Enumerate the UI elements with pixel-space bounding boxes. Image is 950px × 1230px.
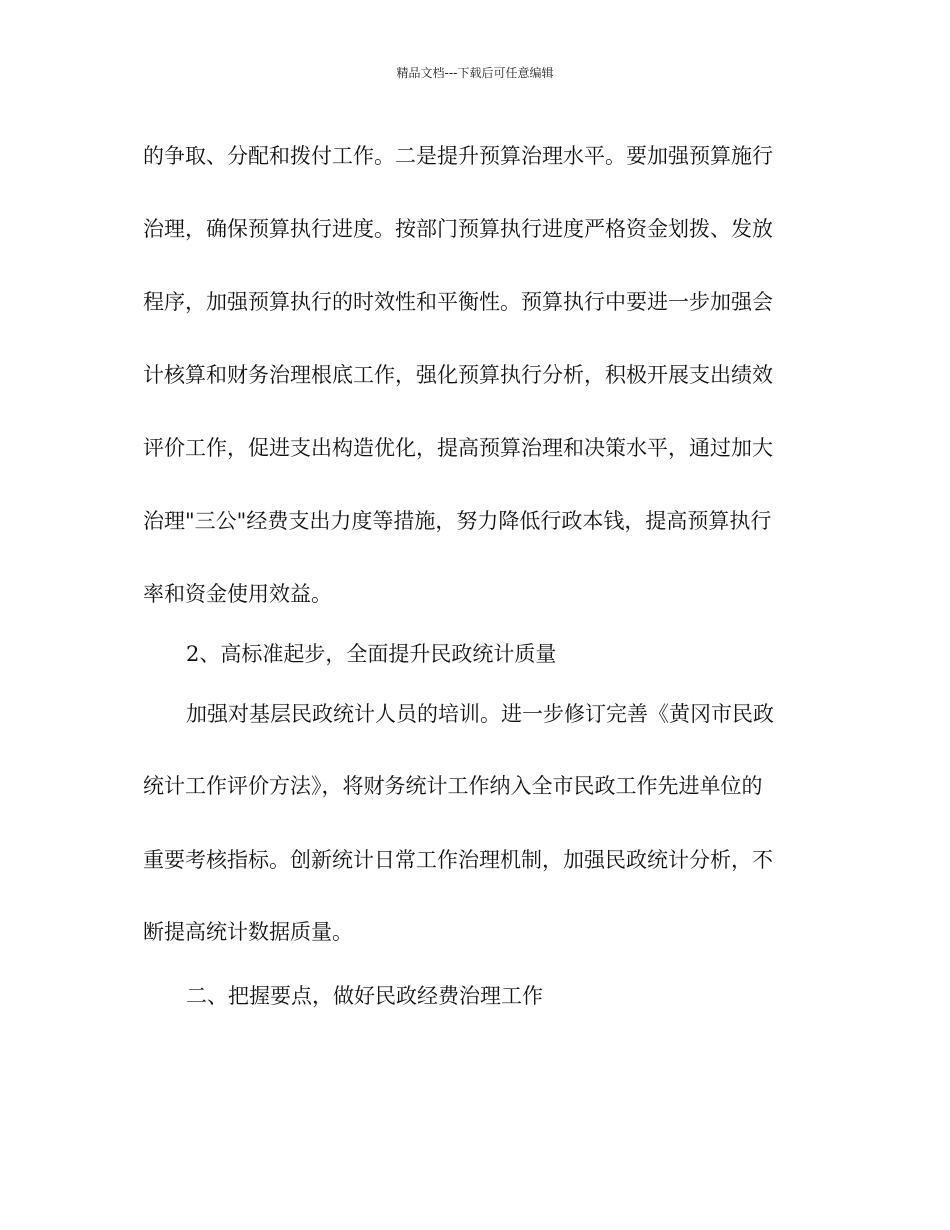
page-header: 精品文档---下载后可任意编辑 — [396, 66, 554, 80]
section-heading: 2、高标准起步，全面提升民政统计质量 — [186, 642, 557, 666]
chapter-heading: 二、把握要点，做好民政经费治理工作 — [186, 984, 543, 1008]
body-line: 率和资金使用效益。 — [143, 582, 332, 606]
body-line: 程序，加强预算执行的时效性和平衡性。预算执行中要进一步加强会 — [143, 290, 773, 314]
body-line: 的争取、分配和拨付工作。二是提升预算治理水平。要加强预算施行 — [143, 144, 773, 168]
body-line: 断提高统计数据质量。 — [143, 920, 353, 944]
body-line: 评价工作，促进支出构造优化，提高预算治理和决策水平，通过加大 — [143, 436, 773, 460]
body-line: 治理"三公"经费支出力度等措施，努力降低行政本钱，提高预算执行 — [143, 509, 772, 533]
body-line: 计核算和财务治理根底工作，强化预算执行分析，积极开展支出绩效 — [143, 363, 773, 387]
body-line: 重要考核指标。创新统计日常工作治理机制，加强民政统计分析，不 — [143, 848, 773, 872]
paragraph-first-line: 加强对基层民政统计人员的培训。进一步修订完善《黄冈市民政 — [186, 702, 774, 726]
body-line: 统计工作评价方法》，将财务统计工作纳入全市民政工作先进单位的 — [143, 774, 763, 798]
body-line: 治理，确保预算执行进度。按部门预算执行进度严格资金划拨、发放 — [143, 217, 773, 241]
